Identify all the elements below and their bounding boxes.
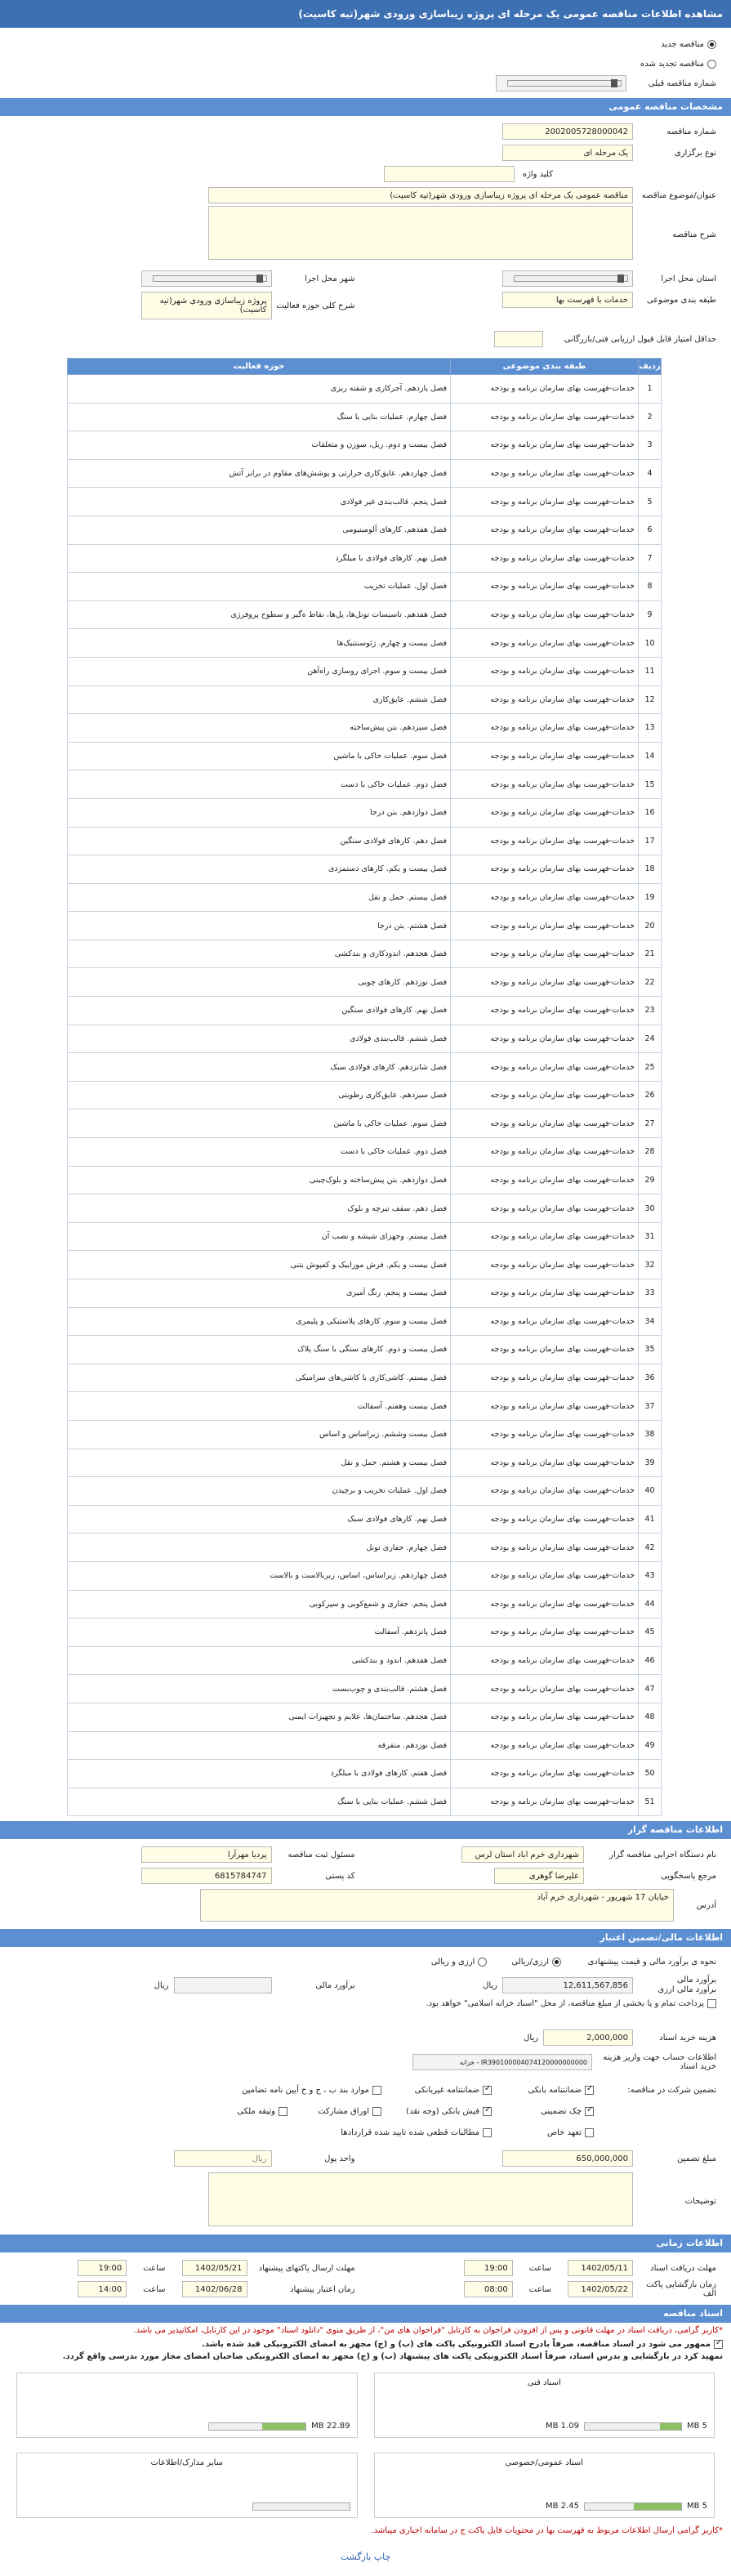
row-number: 20	[639, 912, 662, 940]
fee-field: 2,000,000	[543, 2029, 633, 2046]
row-number: 30	[639, 1194, 662, 1223]
row-field: فصل نهم. کارهای فولادی با میلگرد	[68, 544, 451, 573]
checkbox-icon[interactable]	[585, 2128, 594, 2137]
row-field: فصل بیستم. کاشی‌کاری با کاشی‌های سرامیکی	[68, 1364, 451, 1392]
recv-time-field: 19:00	[464, 2260, 513, 2276]
keyword-field	[384, 166, 515, 182]
row-category: خدمات-فهرست بهای سازمان برنامه و بودجه	[451, 1760, 639, 1788]
table-row	[68, 1675, 662, 1703]
row-number: 48	[639, 1703, 662, 1731]
checkbox-icon[interactable]	[585, 2107, 594, 2116]
account-field: IR390100004074120000000000 - خزانه	[412, 2054, 592, 2070]
timing-section-title: اطلاعات زمانی	[0, 2234, 731, 2252]
col-category: طبقه بندی موضوعی	[451, 359, 639, 375]
row-field: فصل بیست و هشتم. حمل و نقل	[68, 1449, 451, 1477]
row-category: خدمات-فهرست بهای سازمان برنامه و بودجه	[451, 968, 639, 997]
row-number: 14	[639, 742, 662, 770]
row-category: خدمات-فهرست بهای سازمان برنامه و بودجه	[451, 459, 639, 488]
col-field: حوزه فعالیت	[68, 359, 451, 375]
row-category: خدمات-فهرست بهای سازمان برنامه و بودجه	[451, 1590, 639, 1618]
row-category: خدمات-فهرست بهای سازمان برنامه و بودجه	[451, 375, 639, 404]
table-row	[68, 1194, 662, 1223]
table-row	[68, 912, 662, 940]
row-field: فصل نوزدهم. متفرقه	[68, 1731, 451, 1760]
table-row	[68, 1081, 662, 1109]
row-category: خدمات-فهرست بهای سازمان برنامه و بودجه	[451, 1081, 639, 1109]
row-field: فصل هجدهم. ساختمان‌ها، علایم و تجهیزات ایمنی	[68, 1703, 451, 1731]
row-category: خدمات-فهرست بهای سازمان برنامه و بودجه	[451, 629, 639, 658]
row-number: 44	[639, 1590, 662, 1618]
row-field: فصل نهم. کارهای فولادی سبک	[68, 1505, 451, 1534]
row-field: فصل هفدهم. اندود و بندکشی	[68, 1646, 451, 1675]
row-category: خدمات-فهرست بهای سازمان برنامه و بودجه	[451, 855, 639, 884]
table-row	[68, 459, 662, 488]
table-row	[68, 657, 662, 685]
row-category: خدمات-فهرست بهای سازمان برنامه و بودجه	[451, 1222, 639, 1251]
renewed-tender-option[interactable]: مناقصه تجدید شده	[0, 54, 723, 74]
row-field: فصل چهاردهم. زیراساس، اساس، زیربالاست و بالاست	[68, 1561, 451, 1590]
row-category: خدمات-فهرست بهای سازمان برنامه و بودجه	[451, 827, 639, 855]
description-field	[208, 206, 633, 260]
row-number: 38	[639, 1420, 662, 1449]
row-category: خدمات-فهرست بهای سازمان برنامه و بودجه	[451, 573, 639, 601]
recv-date-field: 1402/05/11	[568, 2260, 633, 2276]
row-field: فصل اول. عملیات تخریب	[68, 573, 451, 601]
price-list-notice: *کاربر گرامی ارسال اطلاعات مربوط به فهرست بها در محتویات فایل پاکت ج در سامانه اجباری میباشد.	[371, 2526, 723, 2536]
responder-field: علیرضا گوهری	[494, 1868, 584, 1884]
row-number: 9	[639, 600, 662, 629]
checkbox-icon[interactable]	[585, 2086, 594, 2095]
row-field: فصل بیست وششم. زیراساس و اساس	[68, 1420, 451, 1449]
row-number: 6	[639, 516, 662, 544]
row-category: خدمات-فهرست بهای سازمان برنامه و بودجه	[451, 431, 639, 460]
row-field: فصل بیست و یکم. کارهای دستمزدی	[68, 855, 451, 884]
checkbox-icon[interactable]	[483, 2128, 492, 2137]
estimate-fx-field	[174, 1977, 272, 1993]
table-row	[68, 1025, 662, 1053]
row-field: فصل دهم. سقف تیرچه و بلوک	[68, 1194, 451, 1223]
page: مشاهده اطلاعات مناقصه عمومی یک مرحله ای پروژه زیباسازی ورودی شهر(تیه کاسیت) مناقصه جدید مناقصه تجدید شده شماره مناقصه قبلی مشخصات مناقصه عمومی شماره مناقصه 2002005728000042 نوع برگزاری یک مرحله ای کلید واژه عنوان/موضوع مناقصه مناقصه عمومی یک مرحله ای پروژه زیباسازی ورودی شهر(تیه کاسیت) شرح مناقصه استان محل اجرا طبقه بندی موضوعی خدمات با فهرست بها شهر محل اجرا شرح کلی حوزه فعالیت پروژه زیباسازی ورودی شهر(تیه کاسیت) حداقل امتیاز قابل قبول ارزیابی فنی/بازرگانی ردیف طبقه بندی موضوعی حوزه فعالیت 1 خدمات-فهرست بهای سازمان برنامه و بودجه فصل یازدهم. آجرکاری و شفته ریزی 2 خدمات-فهرست بهای سازمان برنامه و بودجه فصل چهارم. عملیات بنایی با سنگ 3 خدمات-فهرست بهای سازمان برنامه و بودجه فصل بیست و دوم. ریل، سوزن و متعلقات 4 خدمات-فهرست بهای سازمان برنامه و بودجه فصل چهاردهم. عایق‌کاری حرارتی و پوشش‌های مقاوم در برابر آتش 5 خدمات-فهرست بهای سازمان برنامه و بودجه فصل پنجم. قالب‌بندی غیر فولادی 6 خدمات-فهرست بهای سازمان برنامه و بودجه فصل هفدهم. کارهای آلومینیومی 7 خدمات-فهرست بهای سازمان برنامه و بودجه فصل نهم. کارهای فولادی با میلگرد 8 خدمات-فهرست بهای سازمان برنامه و بودجه فصل اول. عملیات تخریب 9 خدمات-فهرست بهای سازمان برنامه و بودجه فصل هفدهم. تاسیسات تونل‌ها، پل‌ها، نقاط ه‌گیر و سطوح پروفرژی 10 خدمات-فهرست بهای سازمان برنامه و بودجه فصل بیست و چهارم. ژئوسنتتیک‌ها 11 خدمات-فهرست بهای سازمان برنامه و بودجه فصل بیست و سوم. اجرای روسازی راه‌آهن 12 خدمات-فهرست بهای سازمان برنامه و بودجه فصل ششم. عایق‌کاری 13 خدمات-فهرست بهای سازمان برنامه و بودجه فصل سیزدهم. بتن پیش‌ساخته 14 خدمات-فهرست بهای سازمان برنامه و بودجه فصل سوم. عملیات خاکی با ماشین 15 خدمات-فهرست بهای سازمان برنامه و بودجه فصل دوم. عملیات خاکی با دست 16 خدمات-فهرست بهای سازمان برنامه و بودجه فصل دوازدهم. بتن درجا 17 خدمات-فهرست بهای سازمان برنامه و بودجه فصل دهم. کارهای فولادی سنگین 18 خدمات-فهرست بهای سازمان برنامه و بودجه فصل بیست و یکم. کارهای دستمزدی 19 خدمات-فهرست بهای سازمان برنامه و بودجه فصل بیستم. حمل و نقل 20 خدمات-فهرست بهای سازمان برنامه و بودجه فصل هشتم. بتن درجا 21 خدمات-فهرست بهای سازمان برنامه و بودجه فصل هجدهم. اندودکاری و بندکشی 22 خدمات-فهرست بهای سازمان برنامه و بودجه فصل نوزدهم. کارهای چوبی 23 خدمات-فهرست بهای سازمان برنامه و بودجه فصل نهم. کارهای فولادی سنگین 24 خدمات-فهرست بهای سازمان برنامه و بودجه فصل ششم. قالب‌بندی فولادی 25 خدمات-فهرست بهای سازمان برنامه و بودجه فصل شانزدهم. کارهای فولادی سبک 26 خدمات-فهرست بهای سازمان برنامه و بودجه فصل سیزدهم. عایق‌کاری رطوبتی 27 خدمات-فهرست بهای سازمان برنامه و بودجه فصل سوم. عملیات خاکی با ماشین 28 خدمات-فهرست بهای سازمان برنامه و بودجه فصل دوم. عملیات خاکی با دست 29 خدمات-فهرست بهای سازمان برنامه و بودجه فصل دوازدهم. بتن پیش‌ساخته و بلوک‌چینی 30 خدمات-فهرست بهای سازمان برنامه و بودجه فصل دهم. سقف تیرچه و بلوک 31 خدمات-فهرست بهای سازمان برنامه و بودجه فصل بیستم. وجهزای شیشه و نصب آن 32 خدمات-فهرست بهای سازمان برنامه و بودجه فصل بیست و یکم. فرش موزاییک و کفپوش بتنی 33 خدمات-فهرست بهای سازمان برنامه و بودجه فصل بیست و پنجم. رنگ آمیزی 34 خدمات-فهرست بهای سازمان برنامه و بودجه فصل بیست و سوم. کارهای پلاستیکی و پلیمری 35 خدمات-فهرست بهای سازمان برنامه و بودجه فصل بیست و دوم. کارهای سنگی با سنگ پلاک 36 خدمات-فهرست بهای سازمان برنامه و بودجه فصل بیستم. کاشی‌کاری با کاشی‌های سرامیکی 37 خدمات-فهرست بهای سازمان برنامه و بودجه فصل بیست وهفتم. آسفالت 38 خدمات-فهرست بهای سازمان برنامه و بودجه فصل بیست وششم. زیراساس و اساس 39 خدمات-فهرست بهای سازمان برنامه و بودجه فصل بیست و هشتم. حمل و نقل 40 خدمات-فهرست بهای سازمان برنامه و بودجه فصل اول. عملیات تخریب و برچیدن 41 خدمات-فهرست بهای سازمان برنامه و بودجه فصل نهم. کارهای فولادی سبک 42 خدمات-فهرست بهای سازمان برنامه و بودجه فصل چهارم. حفاری تونل 43 خدمات-فهرست بهای سازمان برنامه و بودجه فصل چهاردهم. زیراساس، اساس، زیربالاست و بالاست 44 خدمات-فهرست بهای سازمان برنامه و بودجه فصل پنجم. حفاری و شمع‌کوبی و سپرکوبی 45 خدمات-فهرست بهای سازمان برنامه و بودجه فصل پانزدهم. آسفالت 46 خدمات-فهرست بهای سازمان برنامه و بودجه فصل هفدهم. اندود و بندکشی 47 خدمات-فهرست بهای سازمان برنامه و بودجه فصل هشتم. قالب‌بندی و چوب‌بست 48 خدمات-فهرست بهای سازمان برنامه و بودجه فصل هجدهم. ساختمان‌ها، علایم و تجهیزات ایمنی 49 خدمات-فهرست بهای سازمان برنامه و بودجه فصل نوزدهم. متفرقه 50 خدمات-فهرست بهای سازمان برنامه و بودجه فصل هفتم. کارهای فولادی با میلگرد 51 خدمات-فهرست بهای سازمان برنامه و بودجه فصل ششم. عملیات بنایی با سنگ اطلاعات مناقصه گزار نام دستگاه اجرایی مناقصه گزار شهرداری خرم اباد استان لرس مرجع پاسخگویی علیرضا گوهری مسئول ثبت مناقصه پردیا مهرآرا کد پستی 6815784747 آدرس خیابان 17 شهریور - شهرداری خرم آباد اطلاعات مالی/تضمین اعتبار نحوه ی برآورد مالی و قیمت پیشنهادی ارزی/ریالی ارزی و ریالی برآورد مالی برآورد مالی ارزی 12,611,567,856 ریال برآورد مالی ریال پرداخت تمام و یا بخشی از مبلغ مناقصه، از محل "اسناد خزانه اسلامی" خواهد بود. هزینه خرید اسناد 2,000,000 ریال اطلاعات حساب جهت واریز هزینه خرید اسناد IR390100004074120000000000 - خزانه تضمین شرکت در مناقصه: ✓ ضمانتنامه بانکی ✓ ضمانتنامه غیربانکی موارد بند ب ، ج و ح آیین نامه تضامین ✓ چک تضمینی ✓ فیش بانکی (وجه نقد) اوراق مشارکت وثیقه ملکی تعهد خاص مطالبات قطعی شده تایید شده قراردادها مبلغ تضمین 650,000,000 واحد پول ریال توضیحات اطلاعات زمانی مهلت دریافت اسناد 1402/05/11 ساعت 19:00 زمان بازگشایی پاکت الف 1402/05/22 ساعت 08:00 مهلت ارسال پاکتهای پیشنهاد 1402/05/21 ساعت 19:00 زمان اعتبار پیشنهاد 1402/06/28 ساعت 14:00 اسناد مناقصه *کاربر گرامی، دریافت اسناد در مهلت قانونی و پس از افزودن فراخوان به کارتابل "فراخوان های من"، از طریق منوی "دانلود اسناد" موجود در این کارتابل، امکانپذیر می باشد. ✓ ممهور می شود در اسناد مناقصه، صرفاً بادرج اسناد الکترونیکی پاکت های (ب) و (ج) مجهز به امضای الکترونیکی قید شده باشد. تمهید کرد در بارگشایی و بدرس اسناد، صرفاً اسناد الکترونیکی پاکت های پیشنهاد (ب) و (ج) مجهز به امضای الکترونیکی صاحبان امضای مجاز مورد بدرسی واقع گردد. اسناد فنی 5 MB 1.09 MB 22.89 MB اسناد عمومی/خصوصی 5 MB 2.45 MB سایر مدارک/اطلاعات *کاربر گرامی ارسال اطلاعات مربوط به فهرست بها در محتویات فایل پاکت ج در سامانه اجباری میباشد. چاپ بازگشت	[0, 0, 731, 2576]
row-number: 12	[639, 685, 662, 714]
valid-date-field: 1402/06/28	[182, 2281, 247, 2297]
send-date-field: 1402/05/21	[182, 2260, 247, 2276]
docs-section-title: اسناد مناقصه	[0, 2305, 731, 2323]
row-field: فصل سوم. عملیات خاکی با ماشین	[68, 1109, 451, 1138]
row-category: خدمات-فهرست بهای سازمان برنامه و بودجه	[451, 1534, 639, 1562]
table-row	[68, 1505, 662, 1534]
table-row	[68, 1788, 662, 1816]
open-time-field: 08:00	[464, 2281, 513, 2297]
docs-notice: *کاربر گرامی، دریافت اسناد در مهلت قانونی و پس از افزودن فراخوان به کارتابل "فراخوان های من"، از طریق منوی "دانلود اسناد" موجود در این کارتابل، امکانپذیر می باشد.	[133, 2326, 723, 2336]
row-number: 29	[639, 1166, 662, 1194]
row-field: فصل بیستم. حمل و نقل	[68, 883, 451, 912]
row-number: 40	[639, 1477, 662, 1506]
row-field: فصل بیست وهفتم. آسفالت	[68, 1392, 451, 1421]
province-field	[502, 270, 633, 287]
table-row	[68, 1561, 662, 1590]
table-row	[68, 1703, 662, 1731]
other-docs-progress	[252, 2502, 350, 2511]
row-category: خدمات-فهرست بهای سازمان برنامه و بودجه	[451, 1561, 639, 1590]
tender-type-field: یک مرحله ای	[502, 145, 633, 161]
notes-field	[208, 2172, 633, 2226]
row-number: 15	[639, 770, 662, 799]
row-number: 51	[639, 1788, 662, 1816]
row-field: فصل هفدهم. کارهای آلومینیومی	[68, 516, 451, 544]
prev-number-field	[496, 75, 626, 92]
table-row	[68, 742, 662, 770]
checkbox-icon[interactable]	[714, 2340, 723, 2349]
address-field: خیابان 17 شهریور - شهرداری خرم آباد	[200, 1889, 674, 1922]
row-category: خدمات-فهرست بهای سازمان برنامه و بودجه	[451, 1505, 639, 1534]
row-number: 13	[639, 714, 662, 743]
radio-icon[interactable]	[707, 40, 716, 49]
row-number: 18	[639, 855, 662, 884]
org-field: شهرداری خرم اباد استان لرس	[461, 1846, 584, 1863]
row-category: خدمات-فهرست بهای سازمان برنامه و بودجه	[451, 1675, 639, 1703]
min-score-field	[494, 331, 543, 347]
row-category: خدمات-فهرست بهای سازمان برنامه و بودجه	[451, 516, 639, 544]
row-number: 25	[639, 1053, 662, 1082]
table-row	[68, 1760, 662, 1788]
row-field: فصل چهارم. حفاری تونل	[68, 1534, 451, 1562]
table-row	[68, 544, 662, 573]
row-field: فصل دوم. عملیات خاکی با دست	[68, 770, 451, 799]
row-number: 5	[639, 488, 662, 516]
row-number: 34	[639, 1307, 662, 1336]
table-row	[68, 1222, 662, 1251]
row-field: فصل چهارم. عملیات بنایی با سنگ	[68, 403, 451, 431]
row-field: فصل دوازدهم. بتن پیش‌ساخته و بلوک‌چینی	[68, 1166, 451, 1194]
print-back-link[interactable]: چاپ بازگشت	[340, 2551, 391, 2563]
table-row	[68, 1109, 662, 1138]
table-row	[68, 968, 662, 997]
row-number: 35	[639, 1336, 662, 1364]
finance-section-title: اطلاعات مالی/تضمین اعتبار	[0, 1929, 731, 1947]
row-field: فصل سوم. عملیات خاکی با ماشین	[68, 742, 451, 770]
tech-docs-progress	[584, 2422, 682, 2431]
row-category: خدمات-فهرست بهای سازمان برنامه و بودجه	[451, 1449, 639, 1477]
col-row: ردیف	[639, 359, 662, 375]
tender-number-field: 2002005728000042	[502, 123, 633, 140]
row-category: خدمات-فهرست بهای سازمان برنامه و بودجه	[451, 1025, 639, 1053]
row-category: خدمات-فهرست بهای سازمان برنامه و بودجه	[451, 1392, 639, 1421]
row-field: فصل بیست و سوم. اجرای روسازی راه‌آهن	[68, 657, 451, 685]
table-row	[68, 1364, 662, 1392]
row-number: 50	[639, 1760, 662, 1788]
row-category: خدمات-فهرست بهای سازمان برنامه و بودجه	[451, 798, 639, 827]
table-row	[68, 997, 662, 1025]
sign-note-2: تمهید کرد در بارگشایی و بدرس اسناد، صرفاً اسناد الکترونیکی پاکت های پیشنهاد (ب) و (ج) مجهز به امضای الکترونیکی صاحبان امضای مجاز مورد بدرسی واقع گردد.	[62, 2352, 723, 2362]
open-date-field: 1402/05/22	[568, 2281, 633, 2297]
table-row	[68, 798, 662, 827]
table-row	[68, 1618, 662, 1647]
row-field: فصل دهم. کارهای فولادی سنگین	[68, 827, 451, 855]
page-title: مشاهده اطلاعات مناقصه عمومی یک مرحله ای پروژه زیباسازی ورودی شهر(تیه کاسیت)	[0, 0, 731, 28]
table-row	[68, 1392, 662, 1421]
row-category: خدمات-فهرست بهای سازمان برنامه و بودجه	[451, 1618, 639, 1647]
subject-field: مناقصه عمومی یک مرحله ای پروژه زیباسازی ورودی شهر(تیه کاسیت)	[208, 187, 633, 203]
row-number: 26	[639, 1081, 662, 1109]
row-number: 36	[639, 1364, 662, 1392]
table-row	[68, 1420, 662, 1449]
valid-time-field: 14:00	[78, 2281, 127, 2297]
row-field: فصل پنجم. حفاری و شمع‌کوبی و سپرکوبی	[68, 1590, 451, 1618]
table-row	[68, 1731, 662, 1760]
row-field: فصل ششم. عایق‌کاری	[68, 685, 451, 714]
prev-number-label: شماره مناقصه قبلی	[648, 78, 716, 88]
row-category: خدمات-فهرست بهای سازمان برنامه و بودجه	[451, 544, 639, 573]
table-row	[68, 1307, 662, 1336]
row-field: فصل پانزدهم. آسفالت	[68, 1618, 451, 1647]
row-number: 2	[639, 403, 662, 431]
postal-code-field: 6815784747	[141, 1868, 272, 1884]
row-category: خدمات-فهرست بهای سازمان برنامه و بودجه	[451, 912, 639, 940]
row-number: 23	[639, 997, 662, 1025]
row-number: 7	[639, 544, 662, 573]
general-docs-progress	[208, 2422, 306, 2431]
table-row	[68, 1053, 662, 1082]
table-row	[68, 375, 662, 404]
row-number: 46	[639, 1646, 662, 1675]
table-row	[68, 1138, 662, 1167]
row-number: 3	[639, 431, 662, 460]
table-row	[68, 629, 662, 658]
row-number: 42	[639, 1534, 662, 1562]
row-field: فصل دوازدهم. بتن درجا	[68, 798, 451, 827]
row-field: فصل چهاردهم. عایق‌کاری حرارتی و پوشش‌های مقاوم در برابر آتش	[68, 459, 451, 488]
estimate-field: 12,611,567,856	[502, 1977, 633, 1993]
table-row	[68, 403, 662, 431]
row-number: 33	[639, 1279, 662, 1308]
organizer-section-title: اطلاعات مناقصه گزار	[0, 1821, 731, 1839]
table-row	[68, 1534, 662, 1562]
table-row	[68, 600, 662, 629]
row-category: خدمات-فهرست بهای سازمان برنامه و بودجه	[451, 1251, 639, 1279]
table-row	[68, 1279, 662, 1308]
other-docs-box: سایر مدارک/اطلاعات	[16, 2453, 358, 2518]
row-field: فصل نوزدهم. کارهای چوبی	[68, 968, 451, 997]
row-category: خدمات-فهرست بهای سازمان برنامه و بودجه	[451, 883, 639, 912]
row-number: 41	[639, 1505, 662, 1534]
checkbox-icon[interactable]	[372, 2086, 381, 2095]
row-field: فصل بیست و سوم. کارهای پلاستیکی و پلیمری	[68, 1307, 451, 1336]
row-field: فصل سیزدهم. بتن پیش‌ساخته	[68, 714, 451, 743]
row-number: 28	[639, 1138, 662, 1167]
row-category: خدمات-فهرست بهای سازمان برنامه و بودجه	[451, 714, 639, 743]
table-row	[68, 516, 662, 544]
row-number: 22	[639, 968, 662, 997]
row-field: فصل هشتم. قالب‌بندی و چوب‌بست	[68, 1675, 451, 1703]
private-docs-box: اسناد عمومی/خصوصی 5 MB 2.45 MB	[374, 2453, 715, 2518]
row-field: فصل اول. عملیات تخریب و برچیدن	[68, 1477, 451, 1506]
row-field: فصل دوم. عملیات خاکی با دست	[68, 1138, 451, 1167]
table-row	[68, 1449, 662, 1477]
row-field: فصل بیست و یکم. فرش موزاییک و کفپوش بتنی	[68, 1251, 451, 1279]
checkbox-icon[interactable]	[707, 1999, 716, 2008]
table-row	[68, 1477, 662, 1506]
row-category: خدمات-فهرست بهای سازمان برنامه و بودجه	[451, 1194, 639, 1223]
row-category: خدمات-فهرست بهای سازمان برنامه و بودجه	[451, 1109, 639, 1138]
row-category: خدمات-فهرست بهای سازمان برنامه و بودجه	[451, 1703, 639, 1731]
radio-icon[interactable]	[707, 60, 716, 69]
row-number: 37	[639, 1392, 662, 1421]
row-category: خدمات-فهرست بهای سازمان برنامه و بودجه	[451, 657, 639, 685]
row-category: خدمات-فهرست بهای سازمان برنامه و بودجه	[451, 1477, 639, 1506]
row-category: خدمات-فهرست بهای سازمان برنامه و بودجه	[451, 403, 639, 431]
row-field: فصل شانزدهم. کارهای فولادی سبک	[68, 1053, 451, 1082]
row-number: 43	[639, 1561, 662, 1590]
row-field: فصل سیزدهم. عایق‌کاری رطوبتی	[68, 1081, 451, 1109]
table-row	[68, 1251, 662, 1279]
registrar-field: پردیا مهرآرا	[141, 1846, 272, 1863]
row-number: 1	[639, 375, 662, 404]
table-row	[68, 431, 662, 460]
private-docs-progress	[584, 2502, 682, 2511]
row-field: فصل بیست و چهارم. ژئوسنتتیک‌ها	[68, 629, 451, 658]
scope-field: پروژه زیباسازی ورودی شهر(تیه کاسیت)	[141, 292, 272, 319]
table-row	[68, 714, 662, 743]
checkbox-icon[interactable]	[279, 2107, 287, 2116]
table-row	[68, 1590, 662, 1618]
activity-table	[67, 358, 662, 1816]
category-field: خدمات با فهرست بها	[502, 292, 633, 308]
row-category: خدمات-فهرست بهای سازمان برنامه و بودجه	[451, 1166, 639, 1194]
row-category: خدمات-فهرست بهای سازمان برنامه و بودجه	[451, 1364, 639, 1392]
row-number: 16	[639, 798, 662, 827]
row-field: فصل ششم. عملیات بنایی با سنگ	[68, 1788, 451, 1816]
row-category: خدمات-فهرست بهای سازمان برنامه و بودجه	[451, 600, 639, 629]
row-field: فصل پنجم. قالب‌بندی غیر فولادی	[68, 488, 451, 516]
row-number: 31	[639, 1222, 662, 1251]
row-number: 4	[639, 459, 662, 488]
row-number: 10	[639, 629, 662, 658]
send-time-field: 19:00	[78, 2260, 127, 2276]
currency-field: ریال	[174, 2150, 272, 2167]
row-category: خدمات-فهرست بهای سازمان برنامه و بودجه	[451, 1279, 639, 1308]
checkbox-icon[interactable]	[483, 2107, 492, 2116]
table-row	[68, 855, 662, 884]
city-field	[141, 270, 272, 287]
table-row	[68, 883, 662, 912]
row-field: فصل بیست و پنجم. رنگ آمیزی	[68, 1279, 451, 1308]
row-field: فصل ششم. قالب‌بندی فولادی	[68, 1025, 451, 1053]
row-field: فصل هفتم. کارهای فولادی با میلگرد	[68, 1760, 451, 1788]
table-row	[68, 1166, 662, 1194]
row-category: خدمات-فهرست بهای سازمان برنامه و بودجه	[451, 1646, 639, 1675]
row-number: 47	[639, 1675, 662, 1703]
row-field: فصل هشتم. بتن درجا	[68, 912, 451, 940]
row-number: 19	[639, 883, 662, 912]
row-field: فصل بیستم. وجهزای شیشه و نصب آن	[68, 1222, 451, 1251]
table-row	[68, 1336, 662, 1364]
table-row	[68, 940, 662, 968]
row-field: فصل هفدهم. تاسیسات تونل‌ها، پل‌ها، نقاط ه‌گیر و سطوح پروفرژی	[68, 600, 451, 629]
row-category: خدمات-فهرست بهای سازمان برنامه و بودجه	[451, 1420, 639, 1449]
row-field: فصل یازدهم. آجرکاری و شفته ریزی	[68, 375, 451, 404]
row-field: فصل نهم. کارهای فولادی سنگین	[68, 997, 451, 1025]
row-category: خدمات-فهرست بهای سازمان برنامه و بودجه	[451, 1788, 639, 1816]
radio-icon[interactable]	[478, 1958, 487, 1967]
row-field: فصل بیست و دوم. کارهای سنگی با سنگ پلاک	[68, 1336, 451, 1364]
row-number: 8	[639, 573, 662, 601]
row-category: خدمات-فهرست بهای سازمان برنامه و بودجه	[451, 940, 639, 968]
row-category: خدمات-فهرست بهای سازمان برنامه و بودجه	[451, 770, 639, 799]
row-category: خدمات-فهرست بهای سازمان برنامه و بودجه	[451, 1138, 639, 1167]
row-category: خدمات-فهرست بهای سازمان برنامه و بودجه	[451, 997, 639, 1025]
row-number: 39	[639, 1449, 662, 1477]
checkbox-icon[interactable]	[483, 2086, 492, 2095]
row-field: فصل هجدهم. اندودکاری و بندکشی	[68, 940, 451, 968]
new-tender-option[interactable]: مناقصه جدید	[0, 34, 723, 54]
row-category: خدمات-فهرست بهای سازمان برنامه و بودجه	[451, 1336, 639, 1364]
row-number: 24	[639, 1025, 662, 1053]
row-number: 45	[639, 1618, 662, 1647]
row-category: خدمات-فهرست بهای سازمان برنامه و بودجه	[451, 1053, 639, 1082]
table-row	[68, 770, 662, 799]
row-category: خدمات-فهرست بهای سازمان برنامه و بودجه	[451, 1307, 639, 1336]
row-category: خدمات-فهرست بهای سازمان برنامه و بودجه	[451, 1731, 639, 1760]
table-row	[68, 685, 662, 714]
table-row	[68, 827, 662, 855]
row-number: 11	[639, 657, 662, 685]
row-number: 49	[639, 1731, 662, 1760]
row-category: خدمات-فهرست بهای سازمان برنامه و بودجه	[451, 685, 639, 714]
row-number: 21	[639, 940, 662, 968]
checkbox-icon[interactable]	[372, 2107, 381, 2116]
table-row	[68, 488, 662, 516]
row-field: فصل بیست و دوم. ریل، سوزن و متعلقات	[68, 431, 451, 460]
row-number: 17	[639, 827, 662, 855]
general-docs-box: 22.89 MB	[16, 2373, 358, 2438]
table-row	[68, 1646, 662, 1675]
row-number: 27	[639, 1109, 662, 1138]
table-row	[68, 573, 662, 601]
general-section-title: مشخصات مناقصه عمومی	[0, 98, 731, 116]
guarantee-amount-field: 650,000,000	[502, 2150, 633, 2167]
row-category: خدمات-فهرست بهای سازمان برنامه و بودجه	[451, 488, 639, 516]
tech-docs-box: اسناد فنی 5 MB 1.09 MB	[374, 2373, 715, 2438]
row-category: خدمات-فهرست بهای سازمان برنامه و بودجه	[451, 742, 639, 770]
row-number: 32	[639, 1251, 662, 1279]
radio-icon[interactable]	[552, 1958, 561, 1967]
